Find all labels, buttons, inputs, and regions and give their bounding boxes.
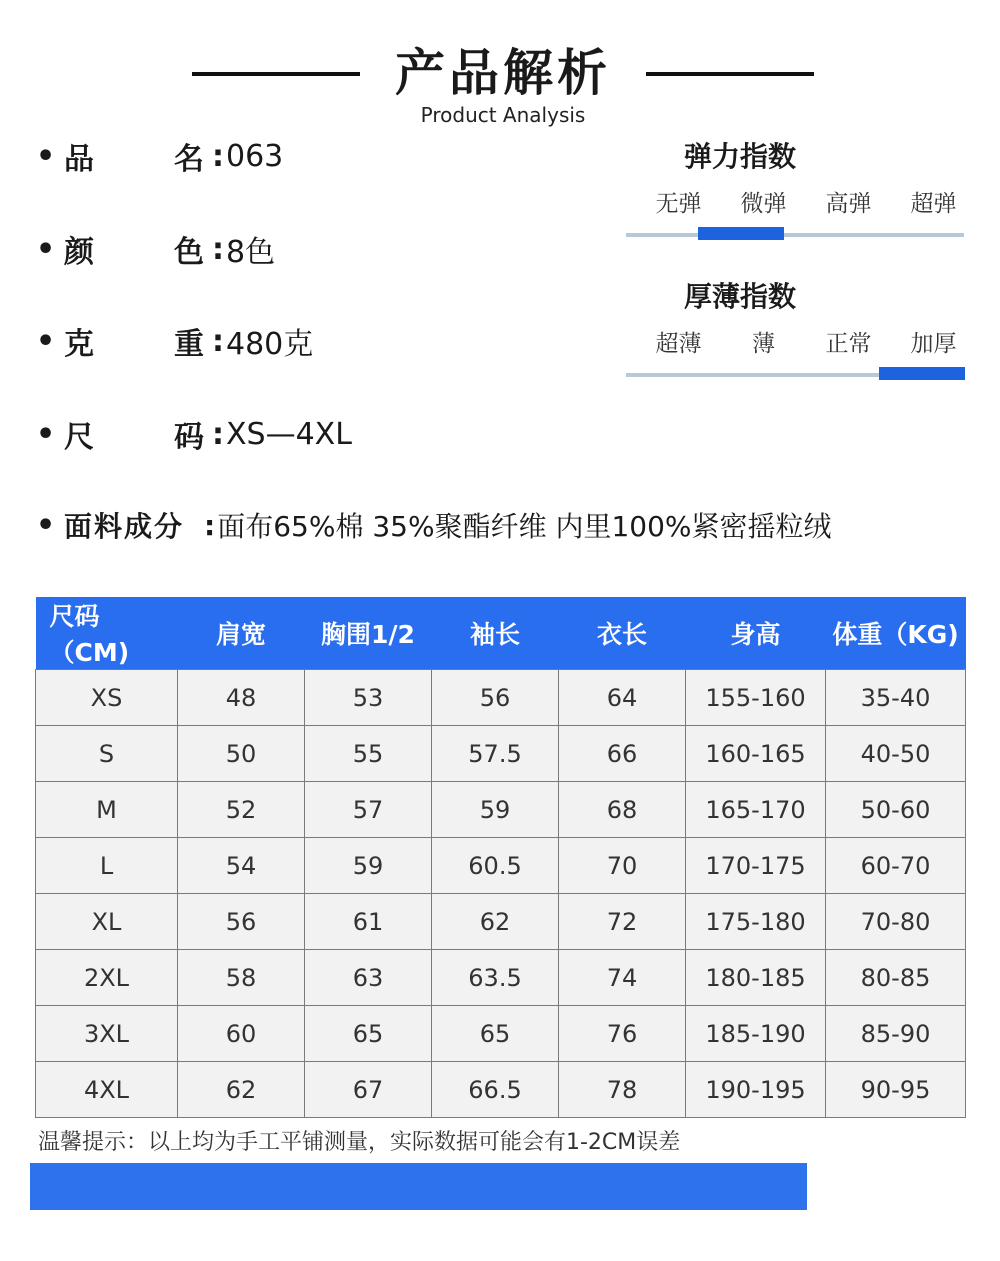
table-header-cell: 尺码（CM) [36, 597, 178, 670]
elasticity-indicator [698, 227, 784, 240]
elasticity-options [636, 185, 976, 218]
table-cell: 70-80 [826, 894, 966, 950]
info-value: 8色 [226, 235, 276, 270]
table-cell: 90-95 [826, 1062, 966, 1118]
table-cell: 76 [559, 1006, 686, 1062]
table-cell: M [36, 782, 178, 838]
thickness-indicator [879, 367, 965, 380]
table-cell: 57.5 [432, 726, 559, 782]
table-row [36, 670, 966, 726]
table-cell: L [36, 838, 178, 894]
table-cell: 85-90 [826, 1006, 966, 1062]
table-header-cell: 衣长 [559, 597, 686, 670]
header-rule-left [192, 72, 360, 76]
table-cell: 56 [432, 670, 559, 726]
table-cell: 62 [432, 894, 559, 950]
table-cell: 52 [178, 782, 305, 838]
table-cell: 67 [305, 1062, 432, 1118]
thickness-option: 正常 [825, 331, 872, 357]
table-cell: 60 [178, 1006, 305, 1062]
table-cell: S [36, 726, 178, 782]
info-value: 480克 [226, 327, 314, 362]
table-row [36, 894, 966, 950]
table-cell: 66 [559, 726, 686, 782]
table-cell: XL [36, 894, 178, 950]
table-cell: 62 [178, 1062, 305, 1118]
table-cell: 59 [305, 838, 432, 894]
elasticity-option: 高弹 [825, 191, 872, 217]
table-cell: 68 [559, 782, 686, 838]
table-cell: 170-175 [686, 838, 826, 894]
bullet-icon: • [36, 323, 56, 359]
table-cell: 4XL [36, 1062, 178, 1118]
table-cell: 40-50 [826, 726, 966, 782]
thickness-option: 超薄 [655, 331, 702, 357]
table-row [36, 950, 966, 1006]
table-cell: 80-85 [826, 950, 966, 1006]
bullet-icon: • [36, 231, 56, 267]
table-header-cell: 身高 [686, 597, 826, 670]
table-cell: 155-160 [686, 670, 826, 726]
table-header-cell: 胸围1/2 [305, 597, 432, 670]
table-cell: 35-40 [826, 670, 966, 726]
table-header-cell: 肩宽 [178, 597, 305, 670]
table-header-row [36, 597, 966, 670]
table-cell: XS [36, 670, 178, 726]
elasticity-title: 弹力指数 [683, 140, 796, 173]
table-cell: 65 [305, 1006, 432, 1062]
table-header-cell: 体重（KG) [826, 597, 966, 670]
table-cell: 78 [559, 1062, 686, 1118]
info-row-color: • 颜 色 : 8色 [36, 225, 275, 273]
info-value: 063 [226, 138, 284, 174]
table-cell: 190-195 [686, 1062, 826, 1118]
table-row [36, 1062, 966, 1118]
info-value: XS—4XL [226, 416, 352, 452]
elasticity-option: 无弹 [655, 191, 702, 217]
table-cell: 74 [559, 950, 686, 1006]
table-cell: 57 [305, 782, 432, 838]
table-cell: 165-170 [686, 782, 826, 838]
page-title: 产品解析 [395, 44, 611, 102]
page-subtitle: Product Analysis [420, 103, 586, 127]
elasticity-option: 微弹 [740, 191, 787, 217]
table-cell: 50-60 [826, 782, 966, 838]
table-cell: 63.5 [432, 950, 559, 1006]
table-row [36, 1006, 966, 1062]
table-cell: 61 [305, 894, 432, 950]
bullet-icon: • [36, 416, 56, 452]
table-cell: 59 [432, 782, 559, 838]
table-cell: 64 [559, 670, 686, 726]
thickness-option: 加厚 [910, 331, 957, 357]
table-cell: 65 [432, 1006, 559, 1062]
table-cell: 2XL [36, 950, 178, 1006]
bullet-icon: • [36, 138, 56, 174]
info-label: 面料成分 [64, 510, 185, 543]
table-cell: 50 [178, 726, 305, 782]
elasticity-track [626, 233, 964, 237]
info-row-name: • 品 名 : 063 [36, 132, 283, 180]
table-cell: 53 [305, 670, 432, 726]
table-cell: 56 [178, 894, 305, 950]
elasticity-option: 超弹 [910, 191, 957, 217]
info-value: 面布65%棉 35%聚酯纤维 内里100%紧密摇粒绒 [217, 510, 832, 543]
table-cell: 72 [559, 894, 686, 950]
table-cell: 70 [559, 838, 686, 894]
table-cell: 48 [178, 670, 305, 726]
info-label: 尺 码 [64, 420, 206, 455]
thickness-option: 薄 [752, 331, 775, 357]
table-cell: 185-190 [686, 1006, 826, 1062]
table-cell: 55 [305, 726, 432, 782]
table-cell: 160-165 [686, 726, 826, 782]
header-rule-right [646, 72, 814, 76]
info-row-weight: • 克 重 : 480克 [36, 317, 313, 365]
info-label: 克 重 [64, 327, 206, 362]
info-label: 颜 色 [64, 235, 206, 270]
measurement-note: 温馨提示：以上均为手工平铺测量，实际数据可能会有1-2CM误差 [38, 1130, 681, 1155]
table-cell: 58 [178, 950, 305, 1006]
table-cell: 54 [178, 838, 305, 894]
bottom-accent-bar [30, 1163, 807, 1210]
table-row [36, 782, 966, 838]
info-label: 品 名 [64, 142, 206, 177]
thickness-title: 厚薄指数 [683, 280, 796, 313]
info-row-fabric: • 面料成分 : 面布65%棉 35%聚酯纤维 内里100%紧密摇粒绒 [36, 501, 832, 549]
bullet-icon: • [36, 507, 56, 543]
thickness-options [636, 325, 976, 358]
table-header-cell: 袖长 [432, 597, 559, 670]
info-row-size: • 尺 码 : XS—4XL [36, 410, 352, 458]
table-cell: 63 [305, 950, 432, 1006]
table-row [36, 838, 966, 894]
size-table [35, 597, 966, 1118]
table-cell: 3XL [36, 1006, 178, 1062]
table-row [36, 726, 966, 782]
table-cell: 66.5 [432, 1062, 559, 1118]
table-cell: 60-70 [826, 838, 966, 894]
table-cell: 180-185 [686, 950, 826, 1006]
table-cell: 175-180 [686, 894, 826, 950]
table-cell: 60.5 [432, 838, 559, 894]
